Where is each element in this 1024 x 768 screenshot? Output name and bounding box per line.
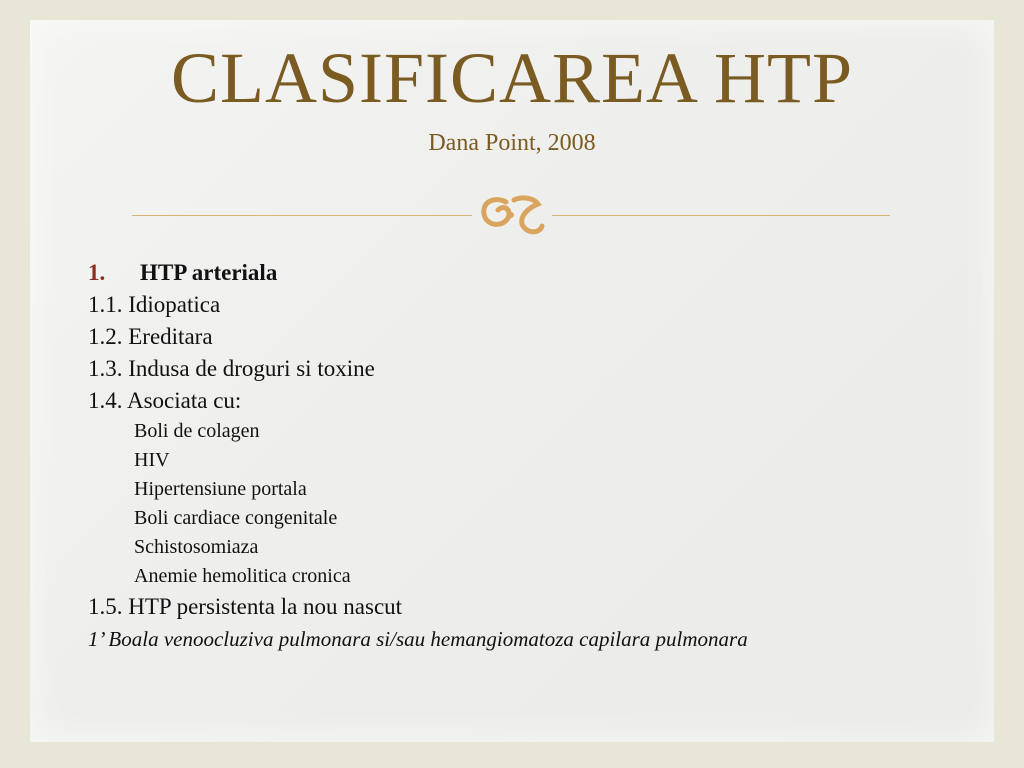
sub-list-item: Boli de colagen <box>134 420 260 442</box>
list-heading-text: HTP arteriala <box>140 260 278 285</box>
sub-list-item: Boli cardiace congenitale <box>134 507 338 529</box>
list-item: 1.3. Indusa de droguri si toxine <box>88 356 375 381</box>
list-heading-number: 1. <box>88 260 106 285</box>
floral-swirl-icon <box>476 190 550 240</box>
sub-list-item: Hipertensiune portala <box>134 478 307 500</box>
divider-line-right <box>552 215 890 216</box>
footnote-item: 1’ Boala venoocluziva pulmonara si/sau hemangiomatoza capilara pulmonara <box>88 627 748 651</box>
list-heading <box>88 257 748 289</box>
content-list <box>88 252 748 655</box>
list-item: 1.4. Asociata cu: <box>88 388 242 413</box>
sub-list-item: HIV <box>134 449 170 471</box>
divider-line-left <box>132 215 472 216</box>
slide-subtitle: Dana Point, 2008 <box>428 130 596 156</box>
sub-list-item: Schistosomiaza <box>134 536 259 558</box>
slide-title: CLASIFICAREA HTP <box>170 38 854 118</box>
sub-list-item: Anemie hemolitica cronica <box>134 565 351 587</box>
list-item: 1.1. Idiopatica <box>88 292 221 317</box>
list-item: 1.5. HTP persistenta la nou nascut <box>88 594 403 619</box>
list-item: 1.2. Ereditara <box>88 324 213 349</box>
